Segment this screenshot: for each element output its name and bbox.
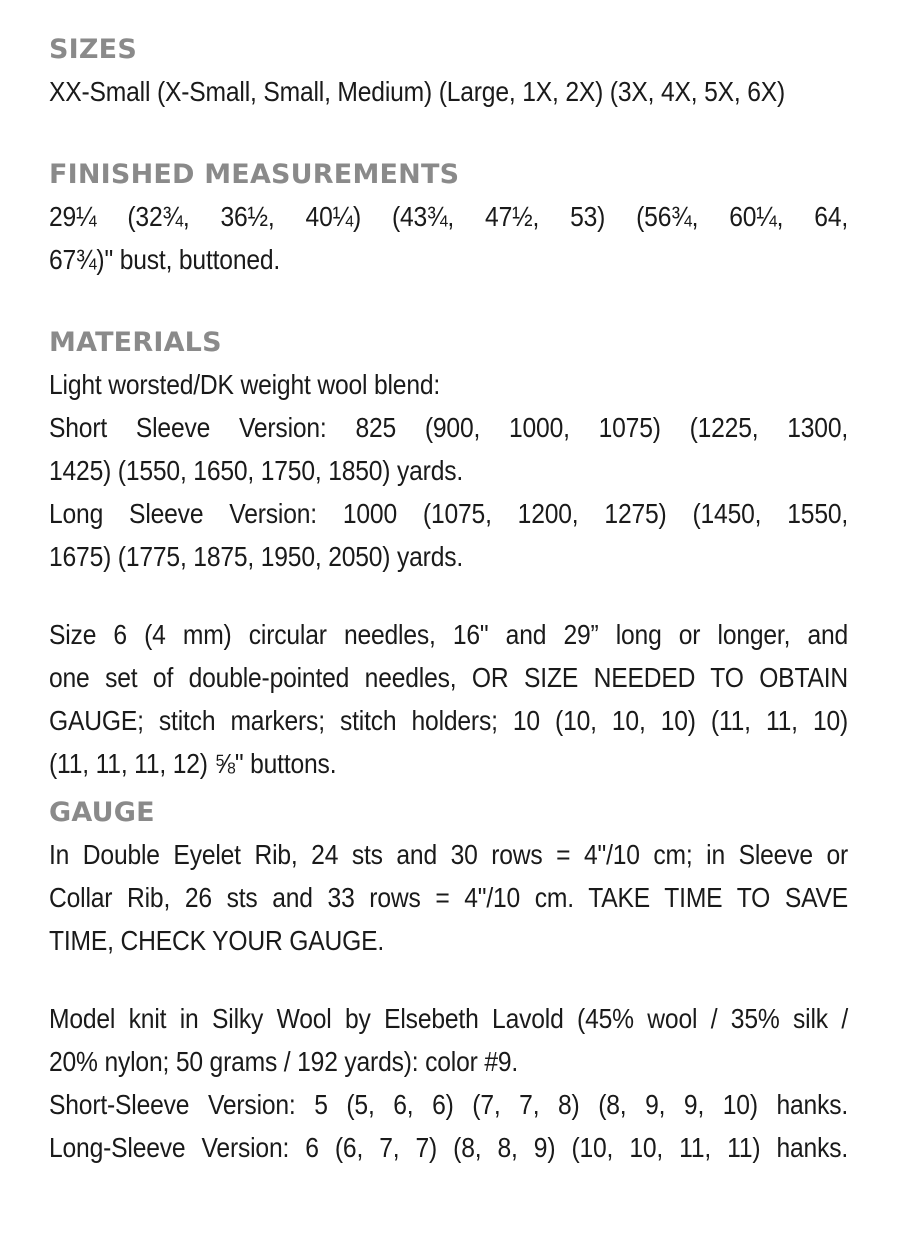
gauge-text (49, 833, 848, 962)
pattern-specifications (49, 30, 847, 1169)
text-line: Short-Sleeve Version: 5 (5, 6, 6) (7, 7, 8) (8, 9, 9, 10) hanks. (49, 1089, 849, 1120)
gauge-section (49, 793, 847, 1169)
text-line: XX-Small (X-Small, Small, Medium) (Large, 1X, 2X) (3X, 4X, 5X, 6X) (49, 76, 786, 107)
text-line: GAUGE; stitch markers; stitch holders; 10 (10, 10, 10) (11, 11, 10) (49, 705, 849, 736)
text-line: 1675) (1775, 1875, 1950, 2050) yards. (49, 541, 464, 572)
text-line: 1425) (1550, 1650, 1750, 1850) yards. (49, 455, 464, 486)
sizes-heading: SIZES (49, 34, 137, 65)
text-line: Long-Sleeve Version: 6 (6, 7, 7) (8, 8, 9) (10, 10, 11, 11) hanks. (49, 1132, 849, 1163)
sizes-text (49, 70, 848, 113)
text-line: Light worsted/DK weight wool blend: (49, 369, 441, 400)
materials-section (49, 323, 847, 785)
materials-yarn-text (49, 363, 848, 578)
finished-measurements-heading: FINISHED MEASUREMENTS (49, 159, 460, 190)
text-line: Size 6 (4 mm) circular needles, 16" and 29” long or longer, and (49, 619, 849, 650)
materials-needles-text (49, 613, 848, 785)
text-line: 20% nylon; 50 grams / 192 yards): color #9. (49, 1046, 519, 1077)
text-line: 29¼ (32¾, 36½, 40¼) (43¾, 47½, 53) (56¾, 60¼, 64, (49, 201, 849, 232)
text-line: TIME, CHECK YOUR GAUGE. (49, 925, 385, 956)
text-line: In Double Eyelet Rib, 24 sts and 30 rows = 4"/10 cm; in Sleeve or (49, 839, 849, 870)
text-line: Model knit in Silky Wool by Elsebeth Lavold (45% wool / 35% silk / (49, 1003, 849, 1034)
finished-measurements-text (49, 195, 848, 281)
text-line: Long Sleeve Version: 1000 (1075, 1200, 1275) (1450, 1550, (49, 498, 849, 529)
text-line: one set of double-pointed needles, OR SIZE NEEDED TO OBTAIN (49, 662, 849, 693)
materials-heading: MATERIALS (49, 327, 222, 358)
gauge-heading: GAUGE (49, 797, 155, 828)
model-knit-text (49, 997, 848, 1169)
sizes-section (49, 30, 847, 113)
text-line: Short Sleeve Version: 825 (900, 1000, 1075) (1225, 1300, (49, 412, 849, 443)
text-line: Collar Rib, 26 sts and 33 rows = 4"/10 cm. TAKE TIME TO SAVE (49, 882, 849, 913)
text-line: (11, 11, 11, 12) ⅝" buttons. (49, 748, 337, 779)
text-line: 67¾)" bust, buttoned. (49, 244, 281, 275)
finished-measurements-section (49, 155, 847, 281)
